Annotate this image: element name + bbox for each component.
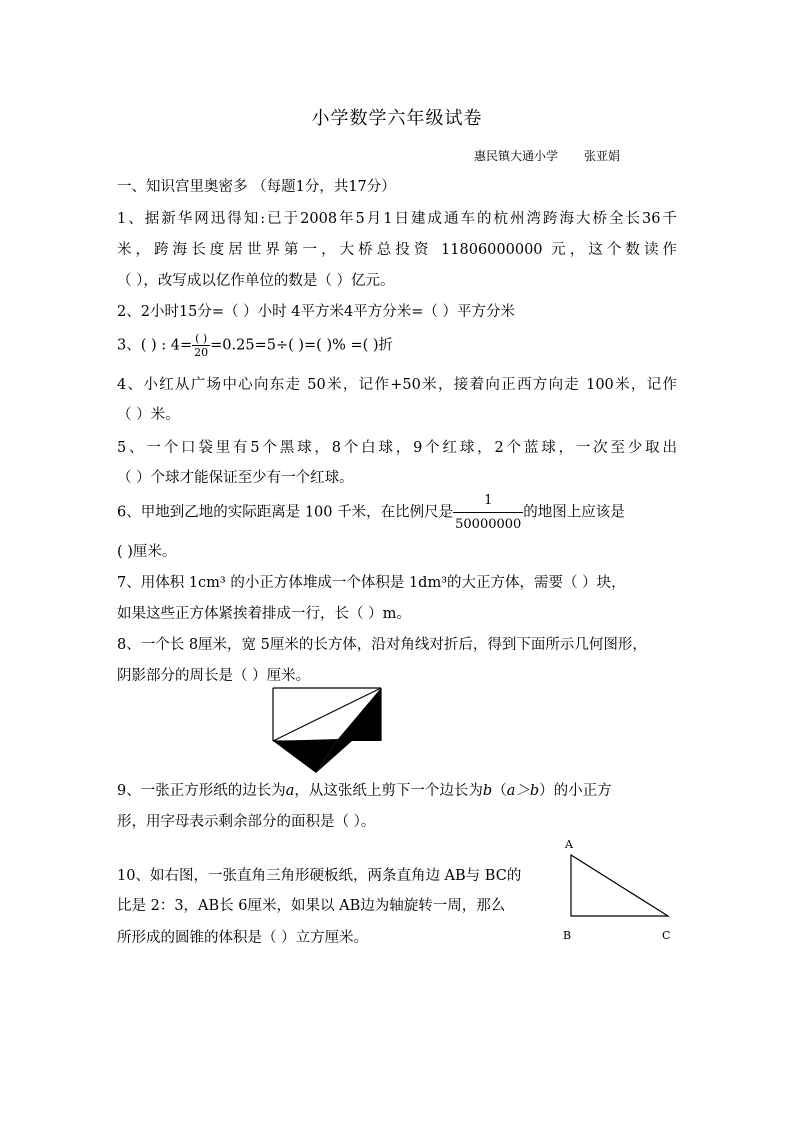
question-10-line-3: 所形成的圆锥的体积是（ ）立方厘米。 bbox=[117, 930, 369, 946]
question-9-line-1 bbox=[117, 779, 677, 800]
author-line bbox=[474, 147, 620, 164]
triangle-abc bbox=[571, 855, 668, 916]
question-8-line-2: 阴影部分的周长是（ ）厘米。 bbox=[117, 668, 311, 684]
question-9-part-a: 9、一张正方形纸的边长为 bbox=[117, 783, 286, 799]
vertex-label-c: C bbox=[662, 929, 671, 942]
section-heading: 一、知识宫里奥密多 （每题1分，共17分） bbox=[117, 179, 396, 195]
question-3-part-a: 3、( ) : 4= bbox=[117, 337, 193, 354]
question-5-line-2: （ ）个球才能保证至少有一个红球。 bbox=[117, 470, 354, 486]
question-9-part-c: （ bbox=[492, 783, 507, 799]
fraction-numerator: ( ) bbox=[195, 332, 208, 345]
fraction-denominator: 50000000 bbox=[455, 517, 522, 532]
question-9-line-2: 形，用字母表示剩余部分的面积是（ ）。 bbox=[117, 814, 376, 830]
question-9-part-b: ，从这张纸上剪下一个边长为 bbox=[294, 783, 483, 799]
author-name: 张亚娟 bbox=[584, 149, 621, 163]
vertex-label-a: A bbox=[565, 838, 573, 851]
question-1-line-1: 1、据新华网迅得知:已于2008年5月1日建成通车的杭州湾跨海大桥全长36千 bbox=[117, 211, 677, 227]
question-3-part-b: =0.25=5÷( )=( )% =( )折 bbox=[210, 337, 394, 354]
variable-a: a bbox=[285, 783, 295, 799]
shaded-region-left bbox=[273, 739, 338, 773]
question-1-line-2: 米，跨海长度居世界第一，大桥总投资 11806000000 元，这个数读作 bbox=[117, 242, 677, 258]
question-2: 2、2小时15分=（ ）小时 4平方米4平方分米=（ ）平方分米 bbox=[117, 304, 515, 320]
question-3-fraction bbox=[192, 333, 210, 358]
comparison-a-gt-b: a＞b bbox=[506, 783, 540, 799]
question-3 bbox=[117, 333, 393, 358]
variable-b: b bbox=[482, 783, 493, 799]
school-name: 惠民镇大通小学 bbox=[474, 149, 559, 163]
question-4-line-1: 4、小红从广场中心向东走 50米，记作+50米，接着向正西方向走 100米，记作 bbox=[117, 377, 677, 393]
fraction-numerator: 1 bbox=[484, 493, 493, 508]
folded-rectangle-shape bbox=[273, 688, 381, 741]
shaded-region-right bbox=[316, 688, 381, 773]
question-9-part-d: ）的小正方 bbox=[539, 783, 612, 799]
question-1-line-3: （ ），改写成以亿作单位的数是（ ）亿元。 bbox=[117, 273, 395, 289]
question-6-part-a: 6、甲地到乙地的实际距离是 100 千米，在比例尺是 bbox=[117, 504, 454, 521]
question-6-line-1 bbox=[117, 494, 677, 531]
fraction-bar bbox=[453, 512, 523, 513]
question-7-line-2: 如果这些正方体紧挨着排成一行，长（ ）m。 bbox=[117, 606, 411, 622]
vertex-label-b: B bbox=[563, 929, 572, 942]
question-10-line-2: 比是 2：3，AB长 6厘米，如果以 AB边为轴旋转一周，那么 bbox=[117, 898, 506, 914]
question-10-line-1: 10、如右图，一张直角三角形硬板纸，两条直角边 AB与 BC的 bbox=[117, 868, 522, 884]
question-6-part-b: 的地图上应该是 bbox=[523, 504, 625, 521]
question-6-line-2: ( )厘米。 bbox=[117, 544, 177, 560]
question-7-line-1: 7、用体积 1cm³ 的小正方体堆成一个体积是 1dm³的大正方体，需要（ ）块， bbox=[117, 575, 626, 591]
fraction-denominator: 20 bbox=[194, 346, 209, 359]
question-8-line-1: 8、一个长 8厘米，宽 5厘米的长方体，沿对角线对折后，得到下面所示几何图形， bbox=[117, 637, 647, 653]
question-5-line-1: 5、一个口袋里有5个黑球，8个白球，9个红球，2个蓝球，一次至少取出 bbox=[117, 440, 677, 456]
question-6-fraction bbox=[453, 494, 523, 531]
question-4-line-2: （ ）米。 bbox=[117, 407, 180, 423]
page-title: 小学数学六年级试卷 bbox=[311, 108, 483, 129]
